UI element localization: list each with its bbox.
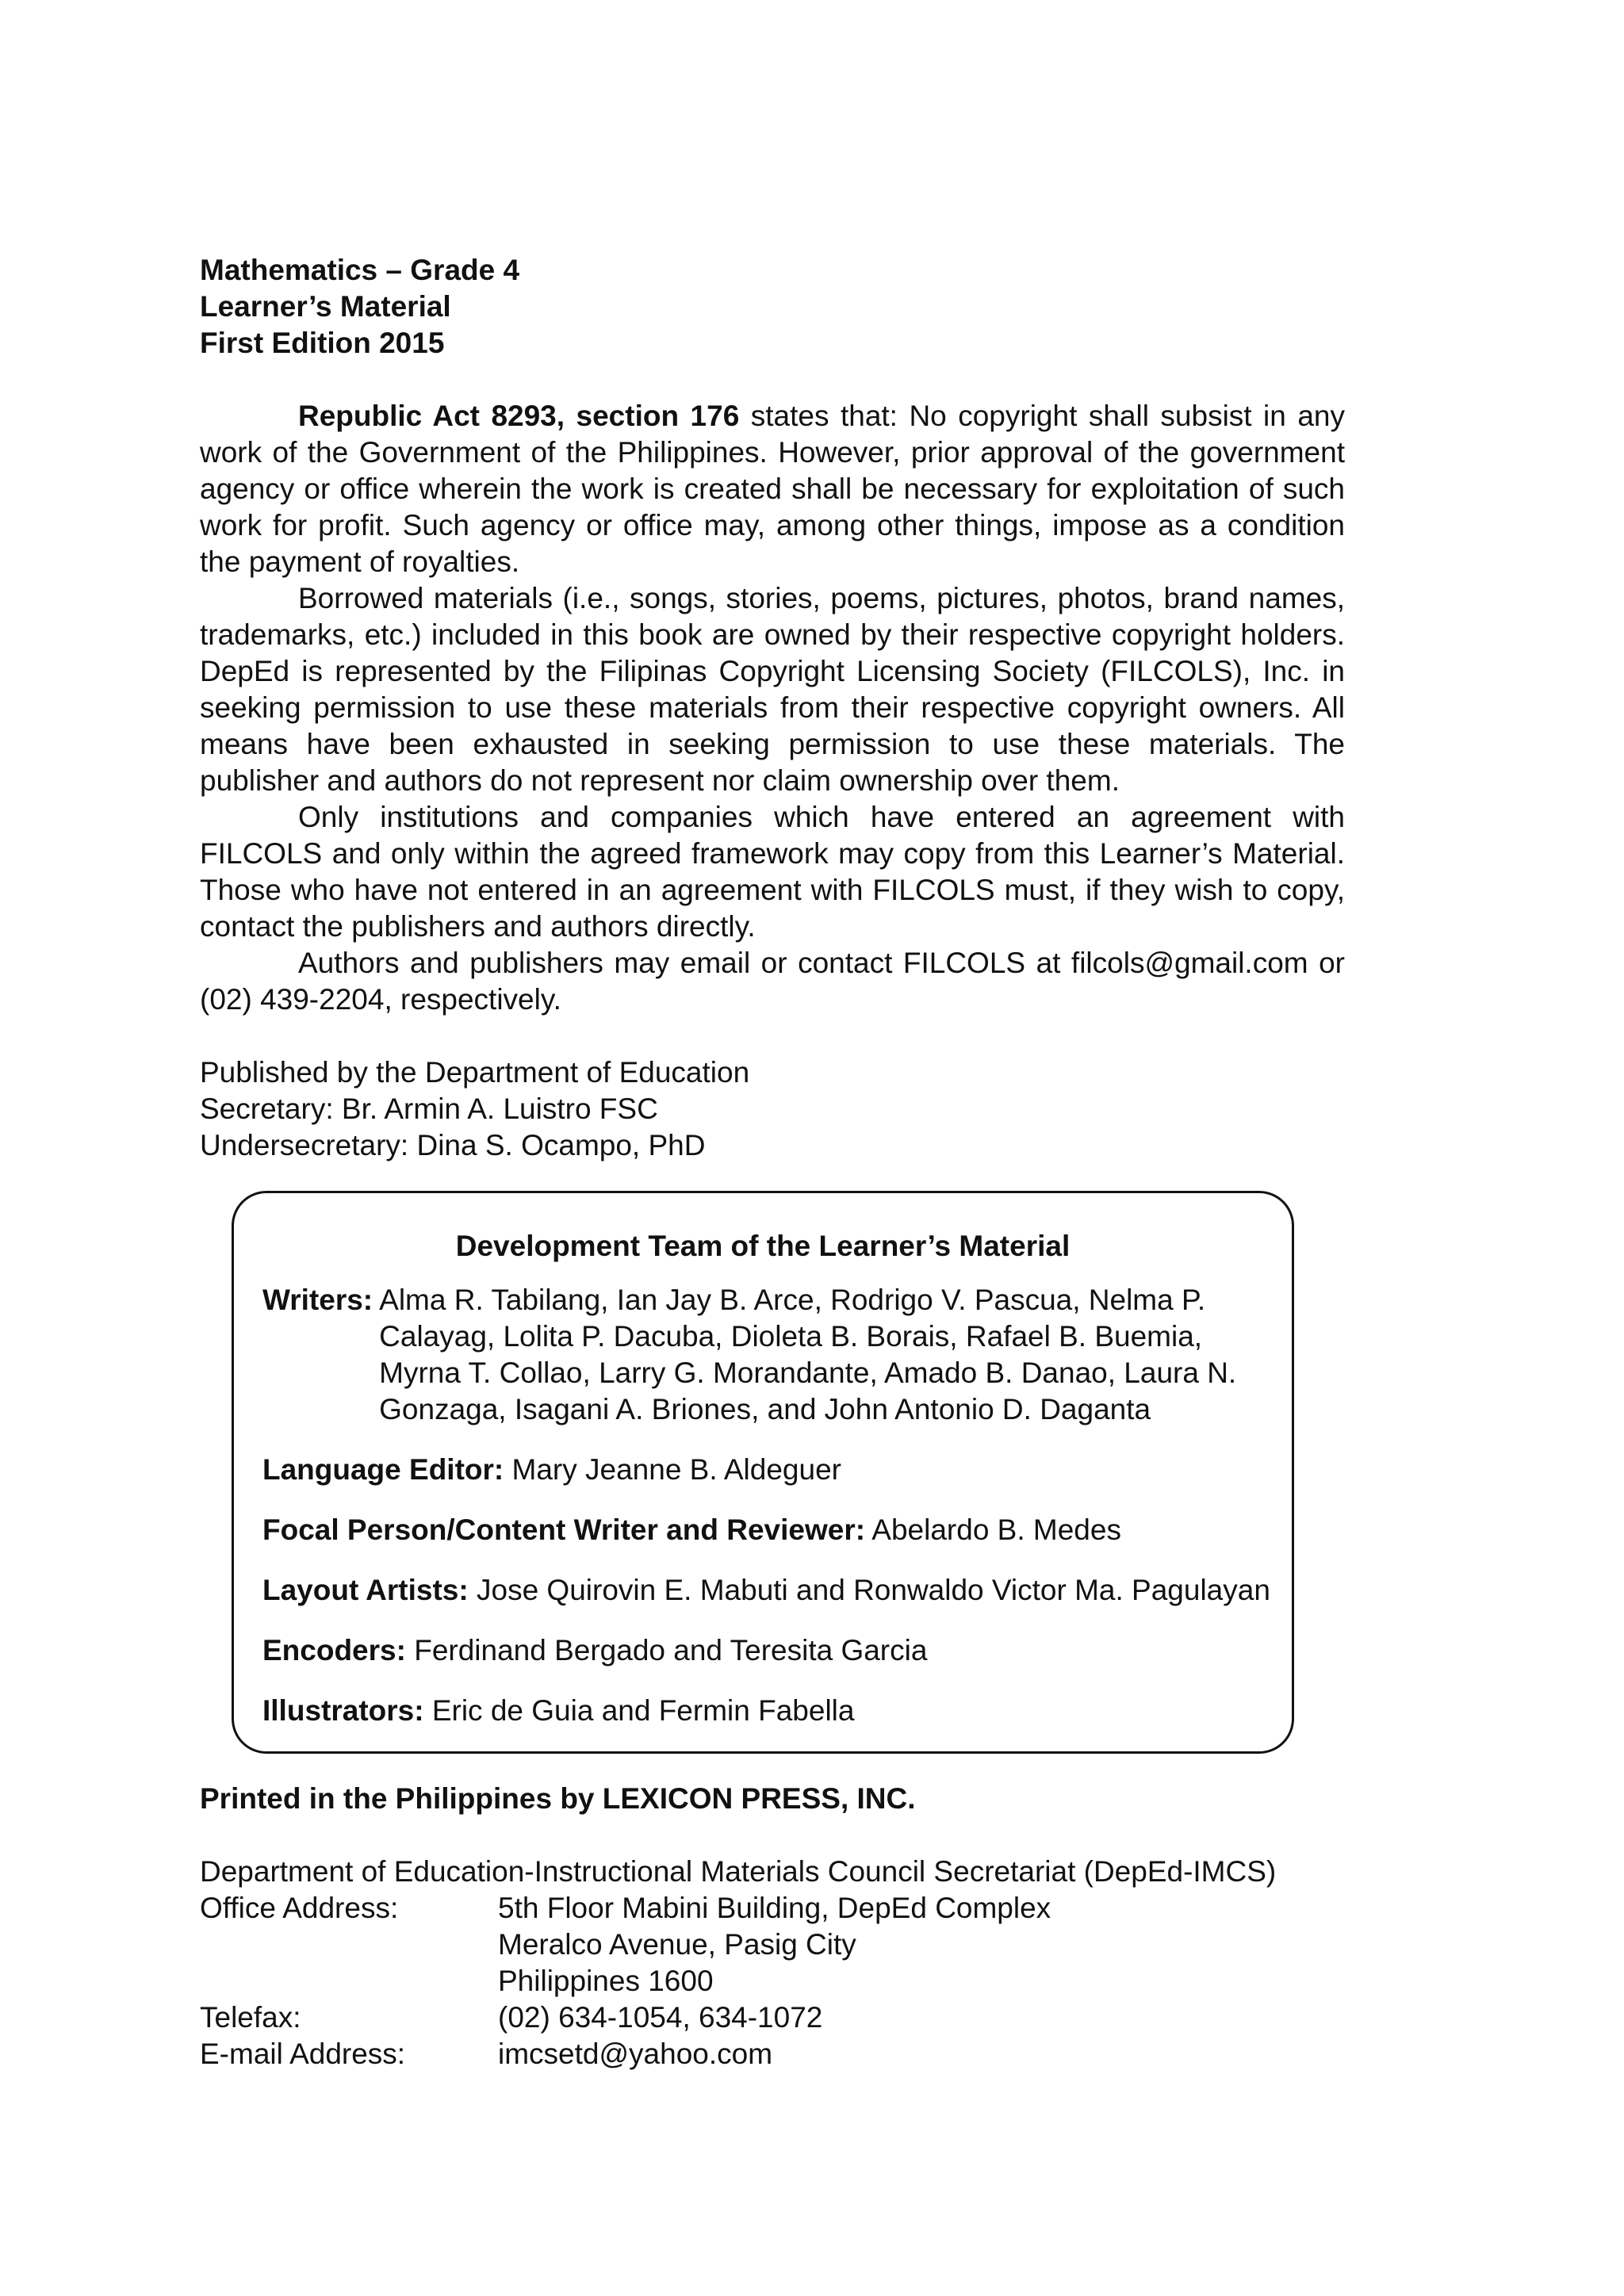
- language-editor-row: [234, 1452, 1292, 1488]
- focal-person-name: Abelardo B. Medes: [865, 1513, 1121, 1546]
- copyright-page: [200, 252, 1345, 2072]
- book-title: Mathematics – Grade 4: [200, 254, 520, 286]
- telefax-label: Telefax:: [200, 2001, 301, 2034]
- republic-act-reference: Republic Act 8293, section 176: [298, 400, 740, 432]
- email-label: E-mail Address:: [200, 2038, 406, 2070]
- writers-line: Calayag, Lolita P. Dacuba, Dioleta B. Borais, Rafael B. Buemia,: [379, 1320, 1203, 1353]
- edition: First Edition 2015: [200, 327, 445, 359]
- writers-line: Alma R. Tabilang, Ian Jay B. Arce, Rodrigo V. Pascua, Nelma P.: [379, 1284, 1206, 1316]
- telefax-row: [200, 1999, 1345, 2036]
- telefax-value: (02) 634-1054, 634-1072: [498, 2001, 823, 2034]
- layout-artists-label: Layout Artists:: [262, 1574, 469, 1606]
- copyright-paragraph-4: Authors and publishers may email or contact FILCOLS at filcols@gmail.com or (02) 439-2204, respectively.: [200, 947, 1345, 1016]
- email-row: [200, 2036, 1345, 2072]
- email-value: imcsetd@yahoo.com: [498, 2038, 773, 2070]
- secretary-line: Secretary: Br. Armin A. Luistro FSC: [200, 1093, 658, 1125]
- writers-line: Myrna T. Collao, Larry G. Morandante, Amado B. Danao, Laura N.: [379, 1357, 1237, 1389]
- encoders-label: Encoders:: [262, 1634, 406, 1667]
- copyright-paragraph-1-text: states that: No copyright shall subsist in any work of the Government of the Philippines. However, prior approval of the government agency or office wherein the work is created shall be necessary for exploitation of such work for profit. Such agency or office may, among other things, impose as a condition the payment of royalties.: [200, 400, 1345, 578]
- development-team-heading: Development Team of the Learner’s Material: [455, 1230, 1071, 1262]
- office-address-line: Meralco Avenue, Pasig City: [498, 1928, 856, 1961]
- imcs-contact: [200, 1854, 1345, 2072]
- writers-line: Gonzaga, Isagani A. Briones, and John Antonio D. Daganta: [379, 1393, 1151, 1425]
- writers-label: Writers:: [262, 1284, 373, 1316]
- office-address-label: Office Address:: [200, 1892, 399, 1924]
- illustrators-label: Illustrators:: [262, 1694, 424, 1727]
- imcs-department: Department of Education-Instructional Materials Council Secretariat (DepEd-IMCS): [200, 1855, 1277, 1888]
- layout-artists-row: [234, 1572, 1292, 1609]
- focal-person-label: Focal Person/Content Writer and Reviewer:: [262, 1513, 866, 1546]
- development-team-box: [232, 1191, 1294, 1754]
- writers-row: [234, 1282, 1292, 1428]
- language-editor-label: Language Editor:: [262, 1453, 504, 1486]
- language-editor-name: Mary Jeanne B. Aldeguer: [504, 1453, 841, 1486]
- focal-person-row: [234, 1512, 1292, 1548]
- publisher-line: Published by the Department of Education: [200, 1056, 750, 1089]
- office-address-row: [200, 1890, 1345, 1999]
- copyright-paragraph-2: Borrowed materials (i.e., songs, stories, poems, pictures, photos, brand names, trademarks, etc.) included in this book are owned by their respective copyright holders. DepEd is represented by the Filipinas Copyright Licensing Society (FILCOLS), Inc. in seeking permission to use these materials from their respective copyright owners. All means have been exhausted in seeking permission to use these materials. The publisher and authors do not represent nor claim ownership over them.: [200, 582, 1345, 797]
- encoders-row: [234, 1632, 1292, 1669]
- layout-artists-names: Jose Quirovin E. Mabuti and Ronwaldo Victor Ma. Pagulayan: [468, 1574, 1270, 1606]
- illustrators-row: [234, 1693, 1292, 1729]
- publisher-info: [200, 1054, 1345, 1164]
- book-title-block: [200, 252, 1345, 362]
- office-address-line: 5th Floor Mabini Building, DepEd Complex: [498, 1892, 1051, 1924]
- printer-line: Printed in the Philippines by LEXICON PRESS, INC.: [200, 1782, 916, 1815]
- undersecretary-line: Undersecretary: Dina S. Ocampo, PhD: [200, 1129, 706, 1161]
- office-address-value: [498, 1890, 1345, 1999]
- copyright-notice: [200, 398, 1345, 1018]
- illustrators-names: Eric de Guia and Fermin Fabella: [423, 1694, 855, 1727]
- copyright-paragraph-1: [200, 398, 1345, 580]
- book-subtitle: Learner’s Material: [200, 290, 451, 323]
- copyright-paragraph-3: Only institutions and companies which have entered an agreement with FILCOLS and only within the agreed framework may copy from this Learner’s Material. Those who have not entered in an agreement with FILCOLS must, if they wish to copy, contact the publishers and authors directly.: [200, 801, 1345, 943]
- encoders-names: Ferdinand Bergado and Teresita Garcia: [405, 1634, 928, 1667]
- writers-names: [373, 1282, 1267, 1428]
- office-address-line: Philippines 1600: [498, 1965, 714, 1997]
